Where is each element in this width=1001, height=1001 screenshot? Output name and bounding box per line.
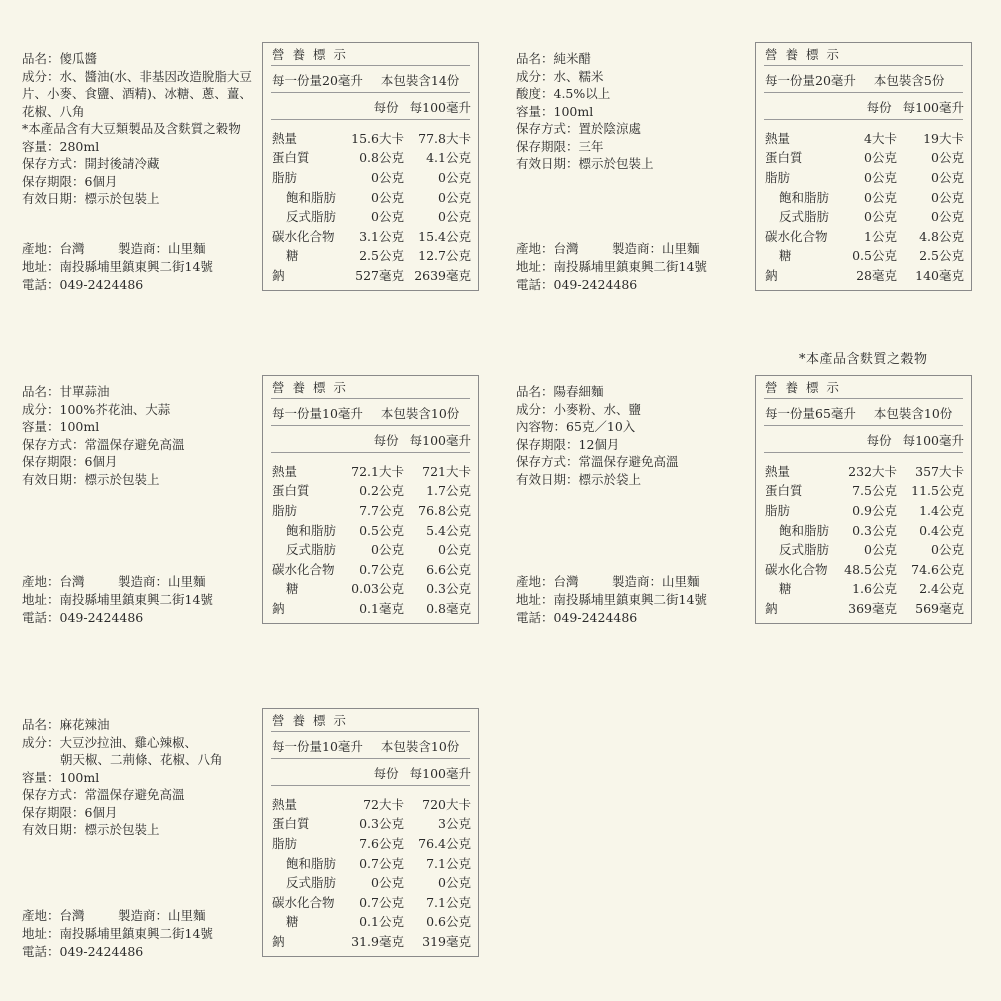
maker: 製造商：山里麵 — [612, 241, 700, 256]
divider — [764, 65, 963, 66]
nutrient-name: 熱量 — [765, 463, 791, 479]
maker: 製造商：山里麵 — [118, 574, 206, 589]
info-line: 內容物：65克／10入 — [516, 419, 636, 434]
divider — [764, 425, 963, 426]
serving-info — [765, 71, 944, 89]
origin: 產地：台灣 — [516, 241, 579, 256]
info-line: 容量：100ml — [22, 769, 100, 785]
nutrient-row — [272, 794, 471, 814]
per-serving-value: 0.03公克 — [351, 581, 404, 597]
info-line: 保存期限：6個月 — [22, 454, 118, 469]
nutrient-name: 反式脂肪 — [779, 209, 830, 225]
per-100-value: 3公克 — [438, 816, 471, 832]
per-serving-header: 每份 — [373, 100, 399, 115]
info-line: 保存期限：三年 — [516, 138, 604, 154]
divider — [764, 92, 963, 93]
divider — [271, 731, 470, 732]
per-serving-value: 7.7公克 — [359, 502, 404, 518]
per-100-value: 2.4公克 — [919, 581, 964, 597]
per-serving-value: 72大卡 — [363, 796, 404, 812]
address: 地址：南投縣埔里鎮東興二街14號 — [22, 926, 213, 941]
nutrient-rows — [272, 128, 471, 285]
per-100-value: 0公克 — [931, 542, 964, 558]
nutrient-name: 蛋白質 — [765, 150, 803, 166]
serving-size: 每一份量20毫升 — [765, 73, 856, 88]
nutrient-row — [765, 167, 964, 187]
column-headers — [867, 431, 964, 449]
per-serving-value: 0.3公克 — [852, 522, 897, 538]
product-info — [516, 50, 751, 173]
manufacturer-info — [22, 573, 257, 627]
per-100-value: 721大卡 — [422, 463, 471, 479]
per-100-value: 0公克 — [438, 189, 471, 205]
info-line: 有效日期：標示於包裝上 — [22, 822, 160, 837]
manufacturer-info — [22, 907, 257, 961]
per-serving-value: 0公克 — [371, 542, 404, 558]
per-100-value: 1.4公克 — [919, 502, 964, 518]
info-line: 酸度：4.5%以上 — [516, 86, 611, 101]
per-serving-value: 72.1大卡 — [351, 463, 404, 479]
per-100-header: 每100毫升 — [902, 100, 964, 115]
nutrient-row — [272, 814, 471, 834]
nutrient-row — [272, 579, 471, 599]
nutrient-name: 糖 — [286, 581, 299, 597]
nutrition-title: 營 養 標 示 — [272, 47, 348, 62]
nutrient-name: 糖 — [779, 248, 792, 264]
per-serving-value: 0.8公克 — [359, 150, 404, 166]
nutrient-name: 反式脂肪 — [779, 542, 830, 558]
info-line: 品名：陽春細麵 — [516, 384, 604, 399]
per-serving-value: 0.1公克 — [359, 914, 404, 930]
origin-maker-row — [22, 907, 257, 925]
servings-per-package: 本包裝含10份 — [380, 739, 460, 754]
per-serving-value: 3.1公克 — [359, 228, 404, 244]
address: 地址：南投縣埔里鎮東興二街14號 — [22, 259, 213, 274]
info-line: 成分：大豆沙拉油、雞心辣椒、 — [22, 734, 198, 750]
per-100-value: 2.5公克 — [919, 248, 964, 264]
info-line: 保存方式：常溫保存避免高溫 — [22, 436, 185, 452]
nutrient-row — [765, 539, 964, 559]
address: 地址：南投縣埔里鎮東興二街14號 — [516, 259, 707, 274]
maker: 製造商：山里麵 — [118, 241, 206, 256]
nutrient-name: 糖 — [286, 248, 299, 264]
per-serving-value: 0.7公克 — [359, 561, 404, 577]
maker: 製造商：山里麵 — [118, 908, 206, 923]
nutrient-row — [765, 598, 964, 618]
per-100-value: 720大卡 — [422, 796, 471, 812]
nutrient-row — [272, 833, 471, 853]
per-serving-value: 1.6公克 — [852, 581, 897, 597]
nutrition-title: 營 養 標 示 — [272, 713, 348, 728]
per-100-header: 每100毫升 — [409, 433, 471, 448]
nutrient-rows — [272, 794, 471, 951]
info-line: 有效日期：標示於包裝上 — [22, 191, 160, 206]
per-serving-value: 28毫克 — [856, 267, 897, 283]
per-serving-value: 7.6公克 — [359, 835, 404, 851]
divider — [764, 398, 963, 399]
info-line: 保存期限：6個月 — [22, 173, 118, 189]
phone: 電話：049-2424486 — [22, 610, 144, 625]
per-100-value: 77.8大卡 — [418, 130, 471, 146]
nutrient-name: 熱量 — [765, 130, 791, 146]
nutrient-row — [272, 520, 471, 540]
nutrient-name: 脂肪 — [765, 502, 791, 518]
info-line: 品名：麻花辣油 — [22, 717, 110, 732]
per-serving-value: 0.9公克 — [852, 502, 897, 518]
per-100-value: 1.7公克 — [426, 483, 471, 499]
nutrient-name: 反式脂肪 — [286, 209, 337, 225]
per-serving-value: 0公克 — [864, 542, 897, 558]
per-serving-header: 每份 — [866, 433, 892, 448]
per-serving-value: 0公克 — [864, 169, 897, 185]
per-serving-value: 7.5公克 — [852, 483, 897, 499]
per-100-value: 0.6公克 — [426, 914, 471, 930]
per-serving-value: 0公克 — [864, 209, 897, 225]
per-100-value: 357大卡 — [915, 463, 964, 479]
servings-per-package: 本包裝含5份 — [873, 73, 945, 88]
nutrient-row — [272, 872, 471, 892]
nutrition-title: 營 養 標 示 — [765, 47, 841, 62]
info-line: 容量：100ml — [516, 103, 594, 119]
origin-maker-row — [516, 573, 751, 591]
serving-info — [272, 71, 459, 89]
per-100-value: 569毫克 — [915, 600, 964, 616]
phone: 電話：049-2424486 — [516, 277, 638, 292]
nutrient-row — [765, 226, 964, 246]
nutrient-row — [765, 520, 964, 540]
per-100-value: 4.1公克 — [426, 150, 471, 166]
serving-info — [272, 404, 459, 422]
serving-size: 每一份量65毫升 — [765, 406, 856, 421]
manufacturer-info — [516, 240, 751, 294]
nutrition-panel — [262, 708, 479, 957]
nutrient-row — [765, 187, 964, 207]
per-serving-value: 0公克 — [371, 169, 404, 185]
divider — [271, 65, 470, 66]
product-info — [22, 716, 257, 839]
nutrient-name: 蛋白質 — [272, 816, 310, 832]
nutrient-row — [765, 500, 964, 520]
nutrition-panel — [755, 42, 972, 291]
per-100-value: 76.8公克 — [418, 502, 471, 518]
info-line: 保存期限：6個月 — [22, 804, 118, 820]
nutrient-row — [272, 128, 471, 148]
per-100-value: 2639毫克 — [414, 267, 471, 283]
nutrient-name: 熱量 — [272, 130, 298, 146]
info-line: 品名：傻瓜醬 — [22, 51, 98, 66]
per-serving-value: 527毫克 — [355, 267, 404, 283]
nutrient-name: 熱量 — [272, 796, 298, 812]
nutrient-name: 鈉 — [272, 933, 285, 949]
nutrition-title: 營 養 標 示 — [765, 380, 841, 395]
per-serving-value: 0.7公克 — [359, 894, 404, 910]
nutrient-row — [272, 187, 471, 207]
product-info — [22, 50, 257, 208]
info-line: 品名：甘單蒜油 — [22, 384, 110, 399]
nutrient-name: 鈉 — [765, 600, 778, 616]
per-100-value: 0.8毫克 — [426, 600, 471, 616]
info-line: 有效日期：標示於包裝上 — [22, 471, 160, 487]
per-100-value: 0公克 — [438, 875, 471, 891]
nutrient-row — [765, 265, 964, 285]
info-line: 成分：小麥粉、水、鹽 — [516, 401, 642, 417]
origin-maker-row — [22, 240, 257, 258]
nutrient-row — [272, 265, 471, 285]
nutrition-panel — [755, 375, 972, 624]
nutrient-row — [765, 148, 964, 168]
info-line: 保存方式：常溫保存避免高溫 — [516, 454, 679, 469]
column-headers — [374, 98, 471, 116]
per-serving-value: 15.6大卡 — [351, 130, 404, 146]
info-line: 保存期限：12個月 — [516, 436, 620, 452]
servings-per-package: 本包裝含14份 — [380, 73, 460, 88]
per-100-value: 0公克 — [931, 169, 964, 185]
per-100-value: 0公克 — [931, 150, 964, 166]
phone: 電話：049-2424486 — [516, 610, 638, 625]
servings-per-package: 本包裝含10份 — [380, 406, 460, 421]
per-100-value: 0.4公克 — [919, 522, 964, 538]
divider — [271, 452, 470, 453]
nutrient-row — [272, 226, 471, 246]
nutrient-name: 碳水化合物 — [765, 561, 828, 577]
per-serving-value: 48.5公克 — [844, 561, 897, 577]
info-line: 朝天椒、二荊條、花椒、八角 — [60, 752, 223, 767]
per-100-value: 5.4公克 — [426, 522, 471, 538]
per-100-value: 15.4公克 — [418, 228, 471, 244]
per-serving-value: 4大卡 — [864, 130, 897, 146]
maker: 製造商：山里麵 — [612, 574, 700, 589]
per-serving-header: 每份 — [373, 766, 399, 781]
nutrient-name: 碳水化合物 — [272, 894, 335, 910]
nutrient-row — [765, 579, 964, 599]
nutrient-name: 蛋白質 — [765, 483, 803, 499]
nutrient-row — [272, 931, 471, 951]
nutrient-row — [765, 461, 964, 481]
divider — [764, 119, 963, 120]
manufacturer-info — [516, 573, 751, 627]
nutrient-name: 碳水化合物 — [272, 561, 335, 577]
per-100-value: 140毫克 — [915, 267, 964, 283]
per-serving-value: 0公克 — [864, 189, 897, 205]
column-headers — [374, 764, 471, 782]
info-line: 成分：水、糯米 — [516, 68, 604, 84]
info-line: 成分：100%芥花油、大蒜 — [22, 401, 171, 417]
nutrient-name: 糖 — [779, 581, 792, 597]
nutrient-row — [765, 246, 964, 266]
per-100-value: 4.8公克 — [919, 228, 964, 244]
per-100-value: 12.7公克 — [418, 248, 471, 264]
nutrient-name: 飽和脂肪 — [779, 522, 830, 538]
nutrient-name: 鈉 — [272, 600, 285, 616]
nutrient-row — [272, 500, 471, 520]
per-serving-value: 0.2公克 — [359, 483, 404, 499]
info-line: 容量：280ml — [22, 138, 100, 154]
nutrient-row — [765, 559, 964, 579]
per-serving-value: 369毫克 — [848, 600, 897, 616]
nutrient-name: 飽和脂肪 — [286, 855, 337, 871]
per-serving-value: 31.9毫克 — [351, 933, 404, 949]
per-serving-value: 1公克 — [864, 228, 897, 244]
nutrition-panel — [262, 42, 479, 291]
info-line: *本產品含有大豆類製品及含麩質之穀物 — [22, 121, 241, 136]
nutrient-name: 鈉 — [765, 267, 778, 283]
nutrient-rows — [765, 461, 964, 618]
nutrient-name: 脂肪 — [272, 502, 298, 518]
per-100-header: 每100毫升 — [409, 766, 471, 781]
nutrition-title: 營 養 標 示 — [272, 380, 348, 395]
per-serving-value: 0.3公克 — [359, 816, 404, 832]
nutrient-row — [272, 481, 471, 501]
divider — [271, 119, 470, 120]
nutrient-name: 碳水化合物 — [765, 228, 828, 244]
divider — [764, 452, 963, 453]
nutrient-name: 脂肪 — [272, 169, 298, 185]
nutrient-name: 鈉 — [272, 267, 285, 283]
per-100-value: 0公克 — [438, 209, 471, 225]
nutrient-row — [765, 206, 964, 226]
divider — [271, 398, 470, 399]
phone: 電話：049-2424486 — [22, 944, 144, 959]
nutrient-name: 脂肪 — [765, 169, 791, 185]
per-100-header: 每100毫升 — [409, 100, 471, 115]
column-headers — [374, 431, 471, 449]
info-line: 品名：純米醋 — [516, 51, 592, 66]
per-serving-value: 2.5公克 — [359, 248, 404, 264]
product-info — [516, 383, 751, 488]
info-line: 保存方式：開封後請冷藏 — [22, 156, 160, 171]
divider — [271, 425, 470, 426]
nutrient-rows — [765, 128, 964, 285]
nutrition-panel — [262, 375, 479, 624]
servings-per-package: 本包裝含10份 — [873, 406, 953, 421]
serving-size: 每一份量20毫升 — [272, 73, 363, 88]
serving-size: 每一份量10毫升 — [272, 406, 363, 421]
per-serving-value: 0公克 — [864, 150, 897, 166]
info-line: 成分：水、醬油(水、非基因改造脫脂大豆片、小麥、食鹽、酒精)、冰糖、蔥、薑、花椒、八角 — [22, 68, 252, 119]
serving-info — [272, 737, 459, 755]
per-100-value: 7.1公克 — [426, 894, 471, 910]
origin: 產地：台灣 — [22, 908, 85, 923]
product-info — [22, 383, 257, 488]
origin: 產地：台灣 — [516, 574, 579, 589]
column-headers — [867, 98, 964, 116]
per-100-value: 319毫克 — [422, 933, 471, 949]
nutrient-row — [272, 912, 471, 932]
nutrient-name: 脂肪 — [272, 835, 298, 851]
nutrient-row — [765, 481, 964, 501]
per-serving-value: 0公克 — [371, 875, 404, 891]
per-serving-value: 232大卡 — [848, 463, 897, 479]
per-serving-value: 0.5公克 — [359, 522, 404, 538]
per-100-value: 0公克 — [438, 169, 471, 185]
nutrient-name: 飽和脂肪 — [286, 189, 337, 205]
nutrient-name: 飽和脂肪 — [286, 522, 337, 538]
per-serving-value: 0公克 — [371, 189, 404, 205]
per-100-value: 7.1公克 — [426, 855, 471, 871]
per-100-value: 0公克 — [931, 189, 964, 205]
info-line: 保存方式：常溫保存避免高溫 — [22, 787, 185, 802]
divider — [271, 758, 470, 759]
nutrient-row — [272, 559, 471, 579]
serving-info — [765, 404, 952, 422]
per-100-value: 19大卡 — [923, 130, 964, 146]
nutrient-rows — [272, 461, 471, 618]
nutrient-name: 蛋白質 — [272, 483, 310, 499]
origin: 產地：台灣 — [22, 574, 85, 589]
phone: 電話：049-2424486 — [22, 277, 144, 292]
nutrient-row — [272, 167, 471, 187]
per-serving-value: 0.1毫克 — [359, 600, 404, 616]
nutrient-name: 碳水化合物 — [272, 228, 335, 244]
info-line: 有效日期：標示於袋上 — [516, 471, 642, 487]
nutrient-row — [272, 246, 471, 266]
per-100-value: 76.4公克 — [418, 835, 471, 851]
per-serving-value: 0公克 — [371, 209, 404, 225]
divider — [271, 785, 470, 786]
per-serving-value: 0.5公克 — [852, 248, 897, 264]
info-line: 容量：100ml — [22, 419, 100, 434]
manufacturer-info — [22, 240, 257, 294]
per-100-value: 0公克 — [438, 542, 471, 558]
origin-maker-row — [516, 240, 751, 258]
nutrient-row — [272, 598, 471, 618]
per-serving-header: 每份 — [866, 100, 892, 115]
origin: 產地：台灣 — [22, 241, 85, 256]
nutrient-row — [272, 539, 471, 559]
per-serving-header: 每份 — [373, 433, 399, 448]
per-100-header: 每100毫升 — [902, 433, 964, 448]
nutrient-row — [272, 206, 471, 226]
nutrient-name: 蛋白質 — [272, 150, 310, 166]
info-line: 有效日期：標示於包裝上 — [516, 156, 654, 171]
nutrient-name: 飽和脂肪 — [779, 189, 830, 205]
nutrient-name: 反式脂肪 — [286, 875, 337, 891]
nutrient-name: 熱量 — [272, 463, 298, 479]
per-100-value: 74.6公克 — [911, 561, 964, 577]
per-100-value: 0公克 — [931, 209, 964, 225]
nutrient-row — [272, 461, 471, 481]
address: 地址：南投縣埔里鎮東興二街14號 — [516, 592, 707, 607]
per-100-value: 6.6公克 — [426, 561, 471, 577]
nutrient-row — [272, 148, 471, 168]
nutrient-name: 反式脂肪 — [286, 542, 337, 558]
info-line: 保存方式：置於陰涼處 — [516, 121, 642, 136]
nutrient-row — [272, 853, 471, 873]
origin-maker-row — [22, 573, 257, 591]
nutrient-row — [272, 892, 471, 912]
serving-size: 每一份量10毫升 — [272, 739, 363, 754]
divider — [271, 92, 470, 93]
per-serving-value: 0.7公克 — [359, 855, 404, 871]
nutrient-row — [765, 128, 964, 148]
per-100-value: 11.5公克 — [911, 483, 964, 499]
gluten-note: *本產品含麩質之穀物 — [799, 352, 928, 367]
nutrient-name: 糖 — [286, 914, 299, 930]
per-100-value: 0.3公克 — [426, 581, 471, 597]
address: 地址：南投縣埔里鎮東興二街14號 — [22, 592, 213, 607]
